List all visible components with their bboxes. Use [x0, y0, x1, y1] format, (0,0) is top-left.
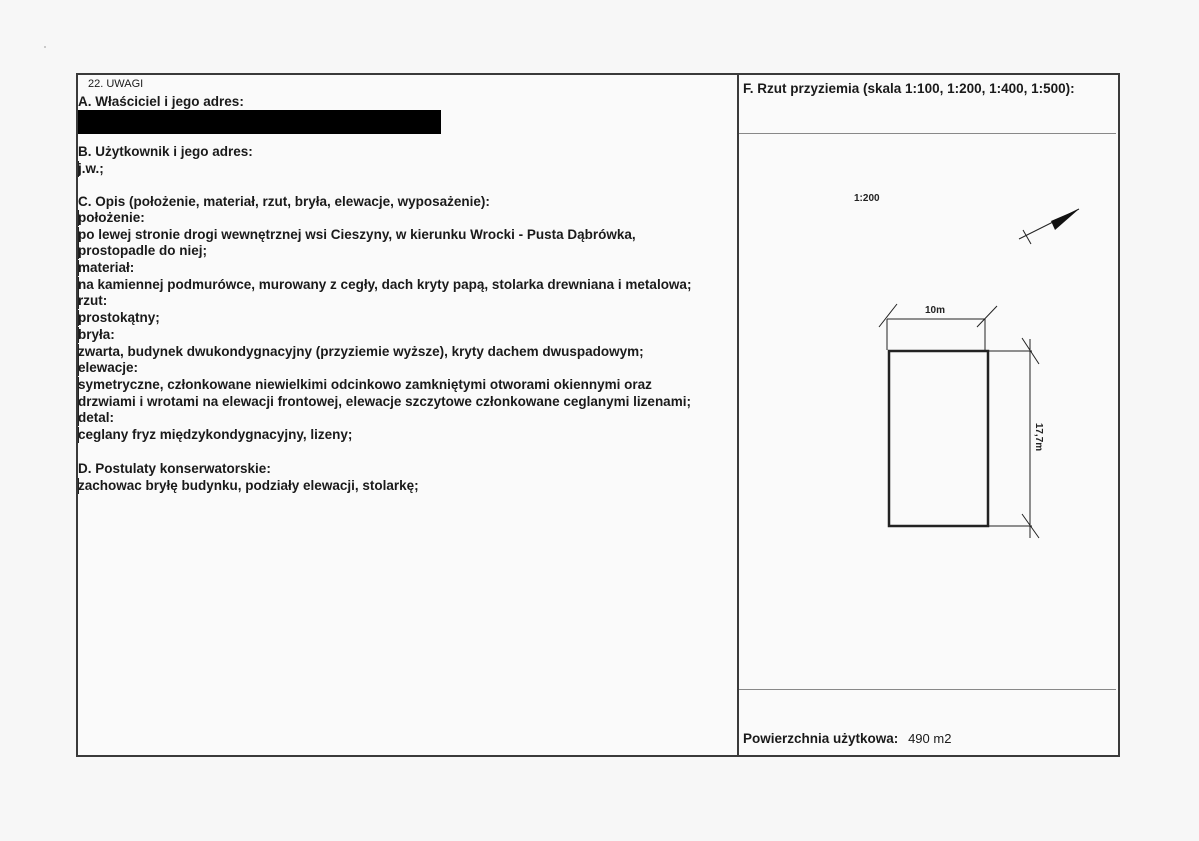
length-dimension-line — [988, 338, 1039, 538]
usable-area-label: Powierzchnia użytkowa: — [743, 731, 899, 746]
elevations-line-2: drzwiami i wrotami na elewacji frontowej, elewacje szczytowe członkowane ceglanymi lizenami; — [78, 394, 691, 409]
plan-value: prostokątny; — [78, 310, 160, 325]
length-dimension-label: 17,7m — [1033, 422, 1044, 452]
plan-label: rzut: — [78, 293, 108, 308]
floor-plan-svg — [739, 134, 1116, 689]
user-value: j.w.; — [78, 161, 104, 176]
north-arrow-icon — [1019, 209, 1079, 244]
material-value: na kamiennej podmurówce, murowany z cegły, dach kryty papą, stolarka drewniana i metalowa; — [78, 277, 692, 292]
elevations-line-1: symetryczne, członkowane niewielkimi odcinkowo zamkniętymi otworami okiennymi oraz — [78, 377, 652, 392]
user-heading: B. Użytkownik i jego adres: — [78, 144, 253, 159]
remarks-column — [78, 75, 737, 755]
form-value: zwarta, budynek dwukondygnacyjny (przyziemie wyższe), kryty dachem dwuspadowym; — [78, 344, 644, 359]
form-label: bryła: — [78, 327, 115, 342]
material-label: materiał: — [78, 260, 135, 275]
width-dimension-label: 10m — [924, 305, 946, 316]
conservation-heading: D. Postulaty konserwatorskie: — [78, 461, 271, 476]
scan-speck — [44, 46, 46, 48]
elevations-label: elewacje: — [78, 360, 139, 375]
detail-label: detal: — [78, 410, 115, 425]
floor-plan-heading: F. Rzut przyziemia (skala 1:100, 1:200, 1:400, 1:500): — [743, 81, 1075, 96]
redacted-owner-address — [78, 110, 441, 134]
building-footprint — [889, 351, 988, 526]
location-line-2: prostopadle do niej; — [78, 243, 208, 258]
inventory-card-sheet — [76, 73, 1120, 757]
description-heading: C. Opis (położenie, materiał, rzut, bryła, elewacje, wyposażenie): — [78, 194, 490, 209]
owner-heading: A. Właściciel i jego adres: — [78, 94, 244, 109]
floor-plan-column — [739, 75, 1118, 755]
conservation-value: zachowac bryłę budynku, podziały elewacji, stolarkę; — [78, 478, 419, 493]
floor-plan-drawing-area — [739, 133, 1116, 690]
location-line-1: po lewej stronie drogi wewnętrznej wsi Cieszyny, w kierunku Wrocki - Pusta Dąbrówka, — [78, 227, 636, 242]
section-number: 22. UWAGI — [88, 78, 144, 90]
usable-area-row — [743, 731, 951, 746]
detail-value: ceglany fryz międzykondygnacyjny, lizeny; — [78, 427, 353, 442]
usable-area-value: 490 m2 — [908, 731, 952, 746]
location-label: położenie: — [78, 210, 145, 225]
scale-label: 1:200 — [854, 193, 880, 204]
